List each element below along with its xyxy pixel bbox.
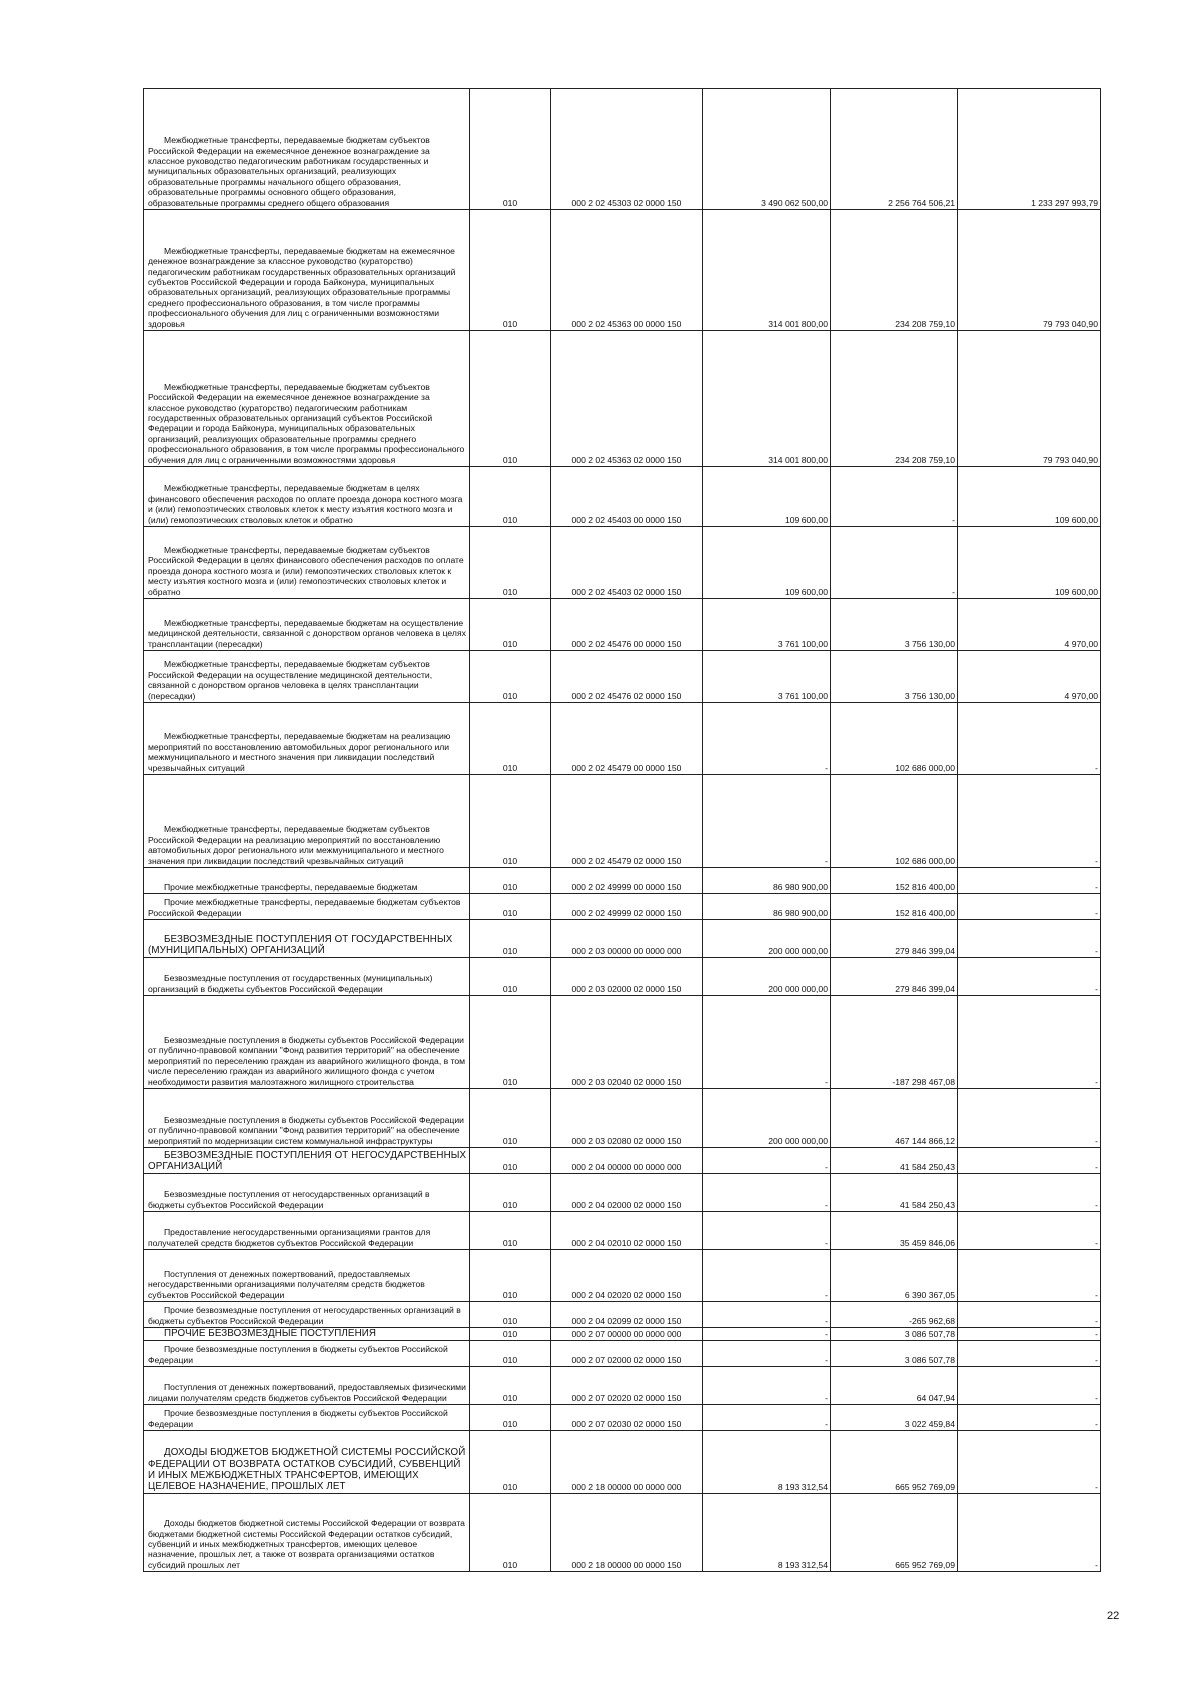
row-unexecuted-cell: - [958, 1089, 1101, 1148]
row-executed-cell: 6 390 367,05 [831, 1250, 958, 1302]
row-approved-cell: 3 490 062 500,00 [703, 89, 831, 210]
row-unexecuted-cell: - [958, 703, 1101, 775]
row-code-cell: 010 [470, 331, 551, 467]
row-approved-cell: 109 600,00 [703, 527, 831, 599]
table-row [144, 920, 1101, 958]
row-name-cell: ПРОЧИЕ БЕЗВОЗМЕЗДНЫЕ ПОСТУПЛЕНИЯ [144, 1328, 470, 1341]
row-name-cell: Межбюджетные трансферты, передаваемые бюджетам субъектов Российской Федерации на ежемесячное денежное вознаграждение за классное руководство педагогическим работникам государственных и муниципальных образовательных организаций, реализующих образовательные программы начального общего образования, образовательные программы основного общего образования, образовательные программы среднего общего образования [144, 89, 470, 210]
row-kbk-cell: 000 2 02 45363 02 0000 150 [551, 331, 703, 467]
row-approved-cell: - [703, 1405, 831, 1431]
table-row [144, 1431, 1101, 1494]
table-row [144, 894, 1101, 920]
row-name-cell: Прочие безвозмездные поступления в бюджеты субъектов Российской Федерации [144, 1405, 470, 1431]
row-code-cell: 010 [470, 651, 551, 703]
row-unexecuted-cell: - [958, 775, 1101, 868]
revenue-table-body [144, 89, 1101, 1572]
row-name-cell: Прочие безвозмездные поступления в бюджеты субъектов Российской Федерации [144, 1341, 470, 1367]
table-row [144, 89, 1101, 210]
row-name-cell: Безвозмездные поступления в бюджеты субъектов Российской Федерации от публично-правовой компании "Фонд развития территорий" на обеспечение мероприятий по переселению граждан из аварийного жилищного фонда, в том числе переселению граждан из аварийного жилищного фонда с учетом необходимости развития малоэтажного жилищного строительства [144, 996, 470, 1089]
row-unexecuted-cell: - [958, 996, 1101, 1089]
row-kbk-cell: 000 2 02 45479 02 0000 150 [551, 775, 703, 868]
row-executed-cell: 102 686 000,00 [831, 775, 958, 868]
row-unexecuted-cell: 4 970,00 [958, 599, 1101, 651]
row-approved-cell: 3 761 100,00 [703, 599, 831, 651]
row-approved-cell: - [703, 1302, 831, 1328]
row-name-cell: Межбюджетные трансферты, передаваемые бюджетам субъектов Российской Федерации в целях финансового обеспечения расходов по оплате проезда донора костного мозга и (или) гемопоэтических стволовых клеток к месту изъятия костного мозга и (или) гемопоэтических стволовых клеток и обратно [144, 527, 470, 599]
row-approved-cell: 200 000 000,00 [703, 920, 831, 958]
table-row [144, 775, 1101, 868]
row-name-cell: Межбюджетные трансферты, передаваемые бюджетам субъектов Российской Федерации на ежемесячное денежное вознаграждение за классное руководство (кураторство) педагогическим работникам государственных образовательных организаций субъектов Российской Федерации и города Байконура, муниципальных образовательных организаций, реализующих образовательные программы среднего профессионального образования, в том числе программы профессионального обучения для лиц с ограниченными возможностями здоровья [144, 331, 470, 467]
row-unexecuted-cell: 79 793 040,90 [958, 331, 1101, 467]
row-code-cell: 010 [470, 1328, 551, 1341]
table-row [144, 527, 1101, 599]
row-code-cell: 010 [470, 1302, 551, 1328]
row-name-cell: Поступления от денежных пожертвований, предоставляемых физическими лицами получателям средств бюджетов субъектов Российской Федерации [144, 1367, 470, 1405]
row-name-cell: Межбюджетные трансферты, передаваемые бюджетам на ежемесячное денежное вознаграждение за классное руководство (кураторство) педагогическим работникам государственных образовательных организаций субъектов Российской Федерации и города Байконура, муниципальных образовательных организаций, реализующих образовательные программы среднего профессионального образования, в том числе программы профессионального обучения для лиц с ограниченными возможностями здоровья [144, 210, 470, 331]
table-row [144, 1212, 1101, 1250]
row-name-cell: Прочие межбюджетные трансферты, передаваемые бюджетам [144, 868, 470, 894]
table-row [144, 996, 1101, 1089]
row-kbk-cell: 000 2 03 02000 02 0000 150 [551, 958, 703, 996]
row-approved-cell: - [703, 1328, 831, 1341]
row-kbk-cell: 000 2 18 00000 00 0000 000 [551, 1431, 703, 1494]
row-executed-cell: 665 952 769,09 [831, 1431, 958, 1494]
table-row [144, 651, 1101, 703]
row-approved-cell: 86 980 900,00 [703, 868, 831, 894]
table-row [144, 1405, 1101, 1431]
row-kbk-cell: 000 2 02 45479 00 0000 150 [551, 703, 703, 775]
row-unexecuted-cell: 79 793 040,90 [958, 210, 1101, 331]
row-executed-cell: 234 208 759,10 [831, 331, 958, 467]
row-name-cell: БЕЗВОЗМЕЗДНЫЕ ПОСТУПЛЕНИЯ ОТ ГОСУДАРСТВЕННЫХ (МУНИЦИПАЛЬНЫХ) ОРГАНИЗАЦИЙ [144, 920, 470, 958]
row-kbk-cell: 000 2 02 45476 00 0000 150 [551, 599, 703, 651]
row-executed-cell: 35 459 846,06 [831, 1212, 958, 1250]
table-row [144, 1367, 1101, 1405]
table-row [144, 599, 1101, 651]
row-executed-cell: 2 256 764 506,21 [831, 89, 958, 210]
row-approved-cell: - [703, 996, 831, 1089]
row-code-cell: 010 [470, 920, 551, 958]
row-kbk-cell: 000 2 07 00000 00 0000 000 [551, 1328, 703, 1341]
row-unexecuted-cell: - [958, 868, 1101, 894]
row-code-cell: 010 [470, 467, 551, 527]
row-code-cell: 010 [470, 1431, 551, 1494]
row-unexecuted-cell: - [958, 1367, 1101, 1405]
table-row [144, 1089, 1101, 1148]
row-executed-cell: 64 047,94 [831, 1367, 958, 1405]
row-unexecuted-cell: - [958, 920, 1101, 958]
row-name-cell: Доходы бюджетов бюджетной системы Российской Федерации от возврата бюджетами бюджетной системы Российской Федерации остатков субсидий, субвенций и иных межбюджетных трансфертов, имеющих целевое назначение, прошлых лет, а также от возврата организациями остатков субсидий прошлых лет [144, 1494, 470, 1572]
row-kbk-cell: 000 2 02 49999 02 0000 150 [551, 894, 703, 920]
row-code-cell: 010 [470, 996, 551, 1089]
table-row [144, 1494, 1101, 1572]
table-row [144, 331, 1101, 467]
row-approved-cell: 200 000 000,00 [703, 958, 831, 996]
row-executed-cell: - [831, 527, 958, 599]
row-kbk-cell: 000 2 07 02030 02 0000 150 [551, 1405, 703, 1431]
row-unexecuted-cell: - [958, 1341, 1101, 1367]
row-approved-cell: - [703, 703, 831, 775]
row-approved-cell: - [703, 1341, 831, 1367]
row-kbk-cell: 000 2 04 02099 02 0000 150 [551, 1302, 703, 1328]
row-executed-cell: 279 846 399,04 [831, 958, 958, 996]
row-approved-cell: 109 600,00 [703, 467, 831, 527]
row-unexecuted-cell: - [958, 894, 1101, 920]
row-executed-cell: 152 816 400,00 [831, 868, 958, 894]
row-unexecuted-cell: - [958, 1302, 1101, 1328]
row-name-cell: БЕЗВОЗМЕЗДНЫЕ ПОСТУПЛЕНИЯ ОТ НЕГОСУДАРСТВЕННЫХ ОРГАНИЗАЦИЙ [144, 1148, 470, 1174]
row-executed-cell: -187 298 467,08 [831, 996, 958, 1089]
row-kbk-cell: 000 2 03 02040 02 0000 150 [551, 996, 703, 1089]
row-kbk-cell: 000 2 02 45476 02 0000 150 [551, 651, 703, 703]
row-executed-cell: 279 846 399,04 [831, 920, 958, 958]
row-code-cell: 010 [470, 1250, 551, 1302]
row-approved-cell: - [703, 1367, 831, 1405]
revenue-table [143, 88, 1101, 1572]
row-executed-cell: 3 086 507,78 [831, 1341, 958, 1367]
row-name-cell: Прочие безвозмездные поступления от негосударственных организаций в бюджеты субъектов Российской Федерации [144, 1302, 470, 1328]
row-unexecuted-cell: - [958, 1174, 1101, 1212]
row-name-cell: Безвозмездные поступления от государственных (муниципальных) организаций в бюджеты субъектов Российской Федерации [144, 958, 470, 996]
row-kbk-cell: 000 2 03 00000 00 0000 000 [551, 920, 703, 958]
row-approved-cell: - [703, 1212, 831, 1250]
row-kbk-cell: 000 2 04 02020 02 0000 150 [551, 1250, 703, 1302]
row-code-cell: 010 [470, 1174, 551, 1212]
row-code-cell: 010 [470, 868, 551, 894]
table-row [144, 1250, 1101, 1302]
row-unexecuted-cell: - [958, 1405, 1101, 1431]
row-code-cell: 010 [470, 894, 551, 920]
row-approved-cell: - [703, 1250, 831, 1302]
row-code-cell: 010 [470, 1148, 551, 1174]
row-code-cell: 010 [470, 1405, 551, 1431]
row-code-cell: 010 [470, 775, 551, 868]
table-row [144, 1341, 1101, 1367]
row-kbk-cell: 000 2 18 00000 00 0000 150 [551, 1494, 703, 1572]
row-approved-cell: - [703, 1174, 831, 1212]
table-row [144, 467, 1101, 527]
row-unexecuted-cell: 109 600,00 [958, 527, 1101, 599]
row-kbk-cell: 000 2 07 02000 02 0000 150 [551, 1341, 703, 1367]
row-unexecuted-cell: - [958, 1431, 1101, 1494]
budget-report-sheet [143, 88, 1100, 1572]
row-kbk-cell: 000 2 03 02080 02 0000 150 [551, 1089, 703, 1148]
row-approved-cell: 8 193 312,54 [703, 1431, 831, 1494]
table-row [144, 958, 1101, 996]
row-name-cell: Межбюджетные трансферты, передаваемые бюджетам на реализацию мероприятий по восстановлению автомобильных дорог регионального или межмуниципального и местного значения при ликвидации последствий чрезвычайных ситуаций [144, 703, 470, 775]
row-name-cell: ДОХОДЫ БЮДЖЕТОВ БЮДЖЕТНОЙ СИСТЕМЫ РОССИЙСКОЙ ФЕДЕРАЦИИ ОТ ВОЗВРАТА ОСТАТКОВ СУБСИДИЙ, СУБВЕНЦИЙ И ИНЫХ МЕЖБЮДЖЕТНЫХ ТРАНСФЕРТОВ, ИМЕЮЩИХ ЦЕЛЕВОЕ НАЗНАЧЕНИЕ, ПРОШЛЫХ ЛЕТ [144, 1431, 470, 1494]
row-kbk-cell: 000 2 04 00000 00 0000 000 [551, 1148, 703, 1174]
row-approved-cell: 314 001 800,00 [703, 210, 831, 331]
row-kbk-cell: 000 2 07 02020 02 0000 150 [551, 1367, 703, 1405]
page-number: 22 [1107, 1610, 1120, 1622]
row-approved-cell: - [703, 1148, 831, 1174]
row-code-cell: 010 [470, 703, 551, 775]
row-executed-cell: 234 208 759,10 [831, 210, 958, 331]
row-unexecuted-cell: - [958, 1494, 1101, 1572]
row-code-cell: 010 [470, 958, 551, 996]
table-row [144, 1148, 1101, 1174]
row-approved-cell: 200 000 000,00 [703, 1089, 831, 1148]
row-approved-cell: 8 193 312,54 [703, 1494, 831, 1572]
row-code-cell: 010 [470, 89, 551, 210]
row-kbk-cell: 000 2 04 02000 02 0000 150 [551, 1174, 703, 1212]
row-executed-cell: 3 756 130,00 [831, 651, 958, 703]
row-kbk-cell: 000 2 04 02010 02 0000 150 [551, 1212, 703, 1250]
row-unexecuted-cell: 4 970,00 [958, 651, 1101, 703]
row-name-cell: Безвозмездные поступления в бюджеты субъектов Российской Федерации от публично-правовой компании "Фонд развития территорий" на обеспечение мероприятий по модернизации систем коммунальной инфраструктуры [144, 1089, 470, 1148]
row-executed-cell: -265 962,68 [831, 1302, 958, 1328]
table-row [144, 1328, 1101, 1341]
row-approved-cell: - [703, 775, 831, 868]
row-name-cell: Межбюджетные трансферты, передаваемые бюджетам в целях финансового обеспечения расходов по оплате проезда донора костного мозга и (или) гемопоэтических стволовых клеток к месту изъятия костного мозга и (или) гемопоэтических стволовых клеток и обратно [144, 467, 470, 527]
row-code-cell: 010 [470, 1089, 551, 1148]
row-executed-cell: 41 584 250,43 [831, 1148, 958, 1174]
table-row [144, 1302, 1101, 1328]
row-executed-cell: 102 686 000,00 [831, 703, 958, 775]
row-executed-cell: 41 584 250,43 [831, 1174, 958, 1212]
row-name-cell: Предоставление негосударственными организациями грантов для получателей средств бюджетов субъектов Российской Федерации [144, 1212, 470, 1250]
row-name-cell: Межбюджетные трансферты, передаваемые бюджетам субъектов Российской Федерации на осуществление медицинской деятельности, связанной с донорством органов человека в целях трансплантации (пересадки) [144, 651, 470, 703]
row-name-cell: Межбюджетные трансферты, передаваемые бюджетам на осуществление медицинской деятельности, связанной с донорством органов человека в целях трансплантации (пересадки) [144, 599, 470, 651]
table-row [144, 210, 1101, 331]
row-unexecuted-cell: - [958, 1250, 1101, 1302]
row-code-cell: 010 [470, 1494, 551, 1572]
row-executed-cell: 665 952 769,09 [831, 1494, 958, 1572]
row-executed-cell: 3 756 130,00 [831, 599, 958, 651]
row-code-cell: 010 [470, 1212, 551, 1250]
row-unexecuted-cell: 109 600,00 [958, 467, 1101, 527]
table-row [144, 1174, 1101, 1212]
table-row [144, 703, 1101, 775]
row-kbk-cell: 000 2 02 49999 00 0000 150 [551, 868, 703, 894]
row-name-cell: Прочие межбюджетные трансферты, передаваемые бюджетам субъектов Российской Федерации [144, 894, 470, 920]
row-code-cell: 010 [470, 599, 551, 651]
row-approved-cell: 86 980 900,00 [703, 894, 831, 920]
row-name-cell: Поступления от денежных пожертвований, предоставляемых негосударственными организациями получателям средств бюджетов субъектов Российской Федерации [144, 1250, 470, 1302]
row-code-cell: 010 [470, 527, 551, 599]
row-approved-cell: 3 761 100,00 [703, 651, 831, 703]
row-code-cell: 010 [470, 1341, 551, 1367]
row-unexecuted-cell: - [958, 958, 1101, 996]
row-name-cell: Межбюджетные трансферты, передаваемые бюджетам субъектов Российской Федерации на реализацию мероприятий по восстановлению автомобильных дорог регионального или межмуниципального и местного значения при ликвидации последствий чрезвычайных ситуаций [144, 775, 470, 868]
row-executed-cell: - [831, 467, 958, 527]
row-approved-cell: 314 001 800,00 [703, 331, 831, 467]
row-executed-cell: 467 144 866,12 [831, 1089, 958, 1148]
row-unexecuted-cell: - [958, 1328, 1101, 1341]
row-name-cell: Безвозмездные поступления от негосударственных организаций в бюджеты субъектов Российской Федерации [144, 1174, 470, 1212]
row-kbk-cell: 000 2 02 45303 02 0000 150 [551, 89, 703, 210]
row-executed-cell: 152 816 400,00 [831, 894, 958, 920]
row-unexecuted-cell: - [958, 1212, 1101, 1250]
row-unexecuted-cell: - [958, 1148, 1101, 1174]
table-row [144, 868, 1101, 894]
row-kbk-cell: 000 2 02 45403 02 0000 150 [551, 527, 703, 599]
row-code-cell: 010 [470, 1367, 551, 1405]
row-executed-cell: 3 022 459,84 [831, 1405, 958, 1431]
row-unexecuted-cell: 1 233 297 993,79 [958, 89, 1101, 210]
row-kbk-cell: 000 2 02 45403 00 0000 150 [551, 467, 703, 527]
row-kbk-cell: 000 2 02 45363 00 0000 150 [551, 210, 703, 331]
row-executed-cell: 3 086 507,78 [831, 1328, 958, 1341]
row-code-cell: 010 [470, 210, 551, 331]
